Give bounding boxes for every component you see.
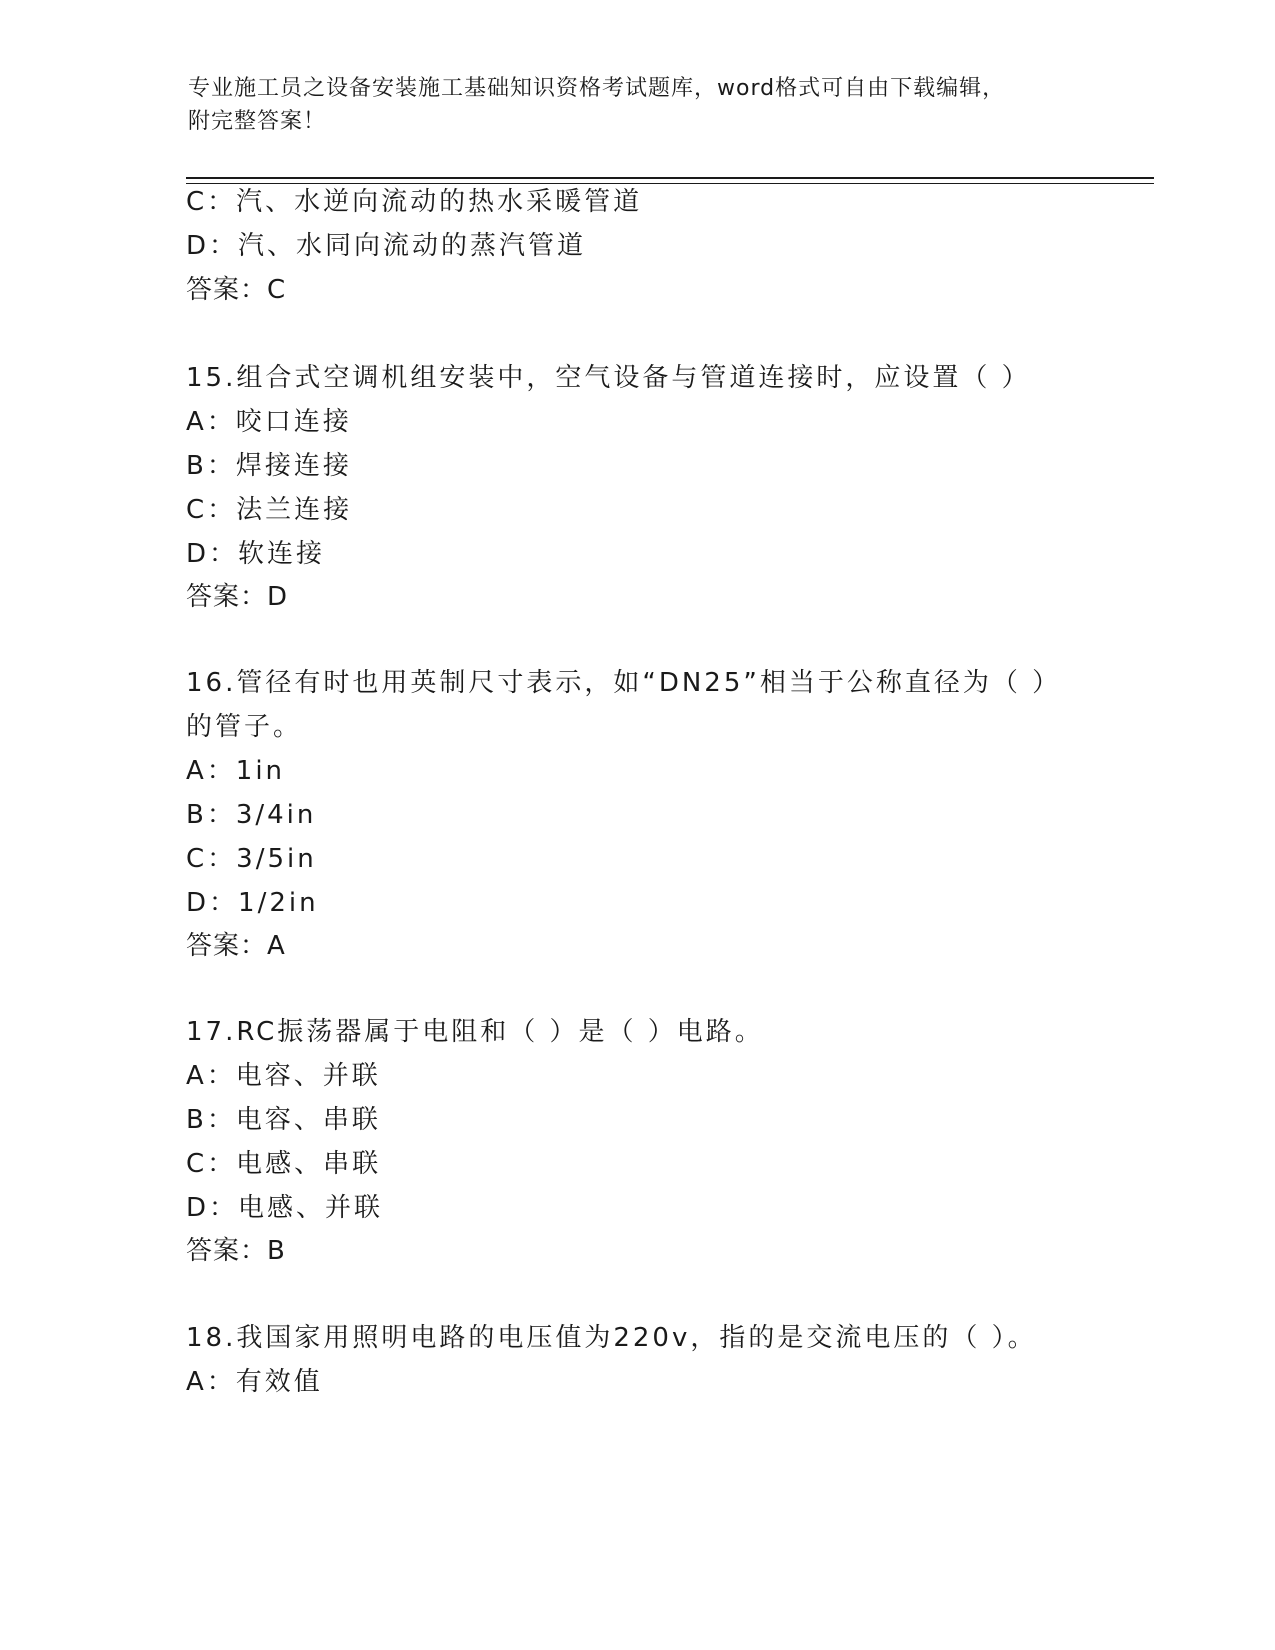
q14-option-d: D：汽、水同向流动的蒸汽管道 <box>186 231 587 261</box>
q15-option-d: D：软连接 <box>186 539 326 569</box>
header-divider-thick <box>186 177 1154 179</box>
header-line-1: 专业施工员之设备安装施工基础知识资格考试题库，word格式可自由下载编辑， <box>188 76 1006 101</box>
q14-option-c: C：汽、水逆向流动的热水采暖管道 <box>186 187 643 217</box>
q15-option-b: B：焊接连接 <box>186 451 352 481</box>
q16-option-c: C：3/5in <box>186 844 317 874</box>
q15-question: 15.组合式空调机组安装中，空气设备与管道连接时，应设置（ ） <box>186 363 1031 393</box>
header-divider-thin <box>186 183 1154 184</box>
q15-option-a: A：咬口连接 <box>186 407 352 437</box>
q16-question-line-1: 16.管径有时也用英制尺寸表示，如“DN25”相当于公称直径为（ ） <box>186 668 1062 698</box>
q14-answer: 答案：C <box>186 275 287 305</box>
q16-option-d: D：1/2in <box>186 888 319 918</box>
q17-question: 17.RC振荡器属于电阻和（ ）是（ ）电路。 <box>186 1017 764 1047</box>
q16-answer: 答案：A <box>186 931 286 961</box>
q17-answer: 答案：B <box>186 1236 286 1266</box>
header-line-2: 附完整答案！ <box>188 109 327 134</box>
q16-question-line-2: 的管子。 <box>186 712 303 742</box>
q17-option-d: D：电感、并联 <box>186 1193 384 1223</box>
document-header <box>188 72 1068 138</box>
q17-option-c: C：电感、串联 <box>186 1149 382 1179</box>
q17-option-b: B：电容、串联 <box>186 1105 381 1135</box>
q16-option-a: A：1in <box>186 756 286 786</box>
q15-answer: 答案：D <box>186 582 289 612</box>
q17-option-a: A：电容、并联 <box>186 1061 381 1091</box>
q18-question: 18.我国家用照明电路的电压值为220v，指的是交流电压的（ ）。 <box>186 1323 1037 1353</box>
q15-option-c: C：法兰连接 <box>186 495 353 525</box>
q18-option-a: A：有效值 <box>186 1367 323 1397</box>
q16-option-b: B：3/4in <box>186 800 317 830</box>
